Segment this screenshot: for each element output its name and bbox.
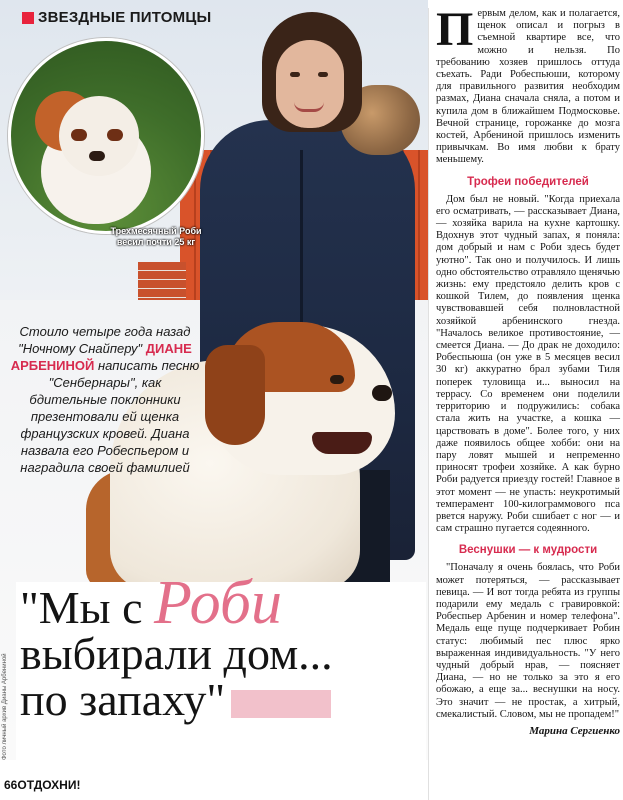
headline-line-3-text: по запаху" [20,674,226,725]
article-intro [436,3,620,167]
woman-face [276,40,344,128]
headline-pink-block [231,690,331,718]
article-body-1: Дом был не новый. "Когда приехала его осматривать, — рассказывает Диана, — хозяйка варила на кухне картошку. Вдохнув этот чудный запах, я поняла: дом добрый и нам с Роби здесь будет уютно". Так оно и получилось. И лишь одно обстоятельство отравляло щенячью жизнь: ему предстояло делить кров с кошкой Тилем, до появления щенка чувствовавшей себя полновластной хозяйкой арбенинского гнезда. "Началось великое противостояние, — смеется Диана. — До драк не доходило: Робеспьюша (он уже в 5 месяцев весил 30 кг) аккуратно брал зубами Тиля поперек туловища и... выносил на террасу. Со временем они поделили территорию и подружились: собака стала жить на участке, а кошка — царствовать в доме". Более того, у них даже появилось общее хобби: они на пару ловят мышей и непременно приносят трофеи хозяйке. А как бурно Роби радуется приезду гостей! Главное в этот момент — не упасть: неукротимый темперамент 100-килограммового пса рвется наружу. Роби сшибает с ног — и сам страшно пугается содеянного. [436,193,620,535]
subhead-freckles: Веснушки — к мудрости [458,544,598,557]
headline-line-3 [20,674,426,725]
inset-caption: Трехмесячный Роби весил почти 25 кг [110,226,202,247]
article-intro-text: ервым делом, как и полагается, щенок описал и погрыз в съемной квартире все, что можно и нельзя. По требованию хозяев пришлось оттуда съехать. Ради Робеспьюши, которому для правильного развития необходим размах, Диана сначала сняла, а потом и купила дом в ближайшем Подмосковье. Вечной странице, горожанке до мозга костей, Арбениной пришлось изменить привычкам. Во имя любви к брату меньшему. [436,8,620,166]
dog-mouth [312,432,372,454]
puppy-inset-photo [8,38,204,234]
woman-eye-right [318,72,328,77]
section-header [22,9,211,26]
headline-line-2: выбирали дом... [20,628,333,679]
article-column [428,3,620,800]
page-number: 66 [4,778,18,792]
lead-text-2: написать песню "Сенбернары", как бдительные поклонники презентовали ей щенка французских кровей. Диана назвала его Робеспьером и наградила своей фамилией [20,358,200,475]
lead-name: ДИАНЕ АРБЕНИНОЙ [10,341,192,373]
magazine-name: ОТДОХНИ! [17,778,81,792]
author-signature: Марина Сергиенко [529,724,620,737]
article-body-2: "Поначалу я очень боялась, что Роби может потеряться, — рассказывает певица. — И вот тогда ребята из группы подарили ему медаль с гравировкой: Робеспьер Арбенин и номер телефона". Медаль еще пуще подчеркивает Робин статус: любимый пес плюс ярко выраженная индивидуальность. "У него чудный добрый нрав, — поясняет Диана, — но не только за это я его обожаю, а еще за... веснушки на носу. Это значит — не простак, а хитрый, смекалистый. Словом, мы не пропадем!" [436,562,620,720]
puppy-eye-left [71,129,87,141]
headline-line-1 [20,569,426,637]
drop-cap: П [436,3,474,56]
woman-eye-left [290,72,300,77]
subhead-trophies: Трофеи победителей [467,175,589,188]
dog-eye [330,375,344,384]
dog-nose [372,385,392,401]
lead-paragraph [10,323,200,476]
lead-text-1: Стоило четыре года назад "Ночному Снайперу" [18,324,191,356]
headline-line-1-pre: "Мы с [20,582,155,633]
section-marker-icon [22,12,34,24]
headline [20,569,426,725]
photo-credit: Фото личный архив Дианы Арбениной [2,653,8,760]
dog-ear [205,345,265,445]
page-folio [4,778,80,792]
puppy-nose [89,151,105,161]
section-label: ЗВЕЗДНЫЕ ПИТОМЦЫ [38,9,212,26]
headline-name: Роби [154,569,283,637]
puppy-eye-right [107,129,123,141]
